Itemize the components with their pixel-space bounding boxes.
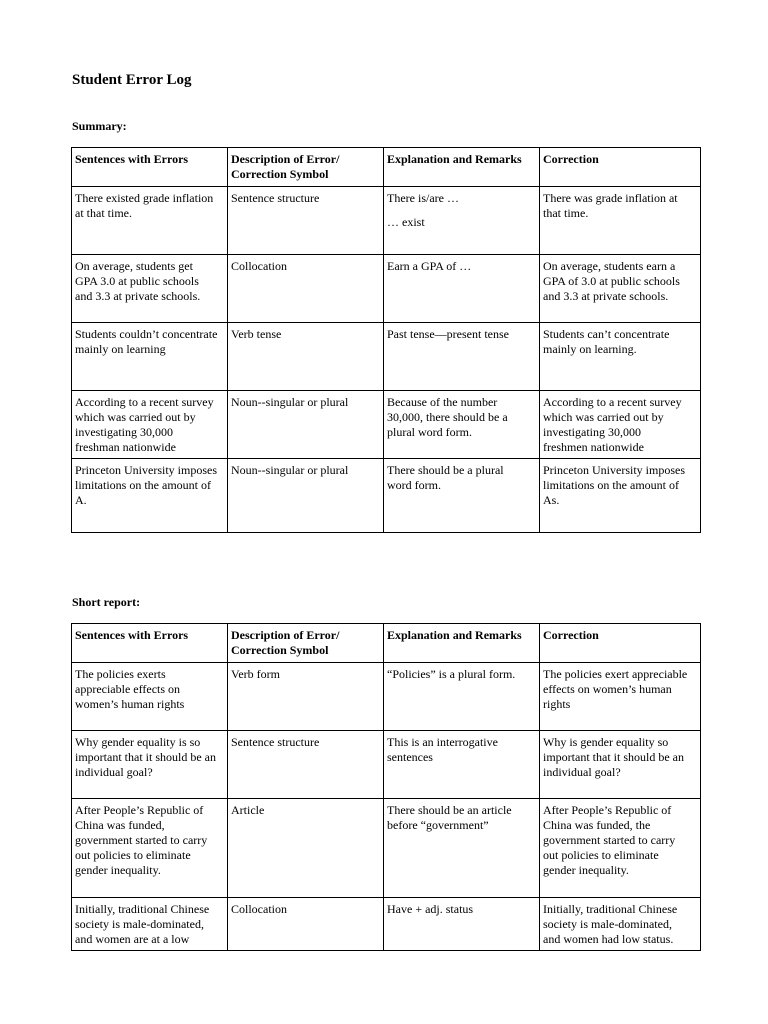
correction-cell: Princeton University imposes limitations on the amount of As. xyxy=(540,459,701,533)
sentence-cell: After People’s Republic of China was funded, government started to carry out policies to eliminate gender inequality. xyxy=(72,799,228,898)
table-row xyxy=(72,799,701,898)
correction-cell: After People’s Republic of China was funded, the government started to carry out policies to eliminate gender inequality. xyxy=(540,799,701,898)
explanation-cell: Earn a GPA of … xyxy=(384,255,540,323)
header-explanation: Explanation and Remarks xyxy=(384,148,540,187)
table-row xyxy=(72,323,701,391)
sentence-cell: Princeton University imposes limitations on the amount of A. xyxy=(72,459,228,533)
correction-cell: Initially, traditional Chinese society is male-dominated, and women had low status. xyxy=(540,898,701,951)
header-description: Description of Error/ Correction Symbol xyxy=(228,624,384,663)
short-report-table xyxy=(71,623,701,951)
short-report-label: Short report: xyxy=(72,595,141,609)
explanation-cell: Have + adj. status xyxy=(384,898,540,951)
description-cell: Verb tense xyxy=(228,323,384,391)
sentence-cell: On average, students get GPA 3.0 at public schools and 3.3 at private schools. xyxy=(72,255,228,323)
table-header-row xyxy=(72,624,701,663)
table-row xyxy=(72,255,701,323)
description-cell: Noun--singular or plural xyxy=(228,391,384,459)
description-cell: Collocation xyxy=(228,255,384,323)
header-description: Description of Error/ Correction Symbol xyxy=(228,148,384,187)
table-row xyxy=(72,663,701,731)
table-row xyxy=(72,459,701,533)
description-cell: Sentence structure xyxy=(228,731,384,799)
description-cell: Collocation xyxy=(228,898,384,951)
summary-label: Summary: xyxy=(72,119,127,133)
correction-cell: The policies exert appreciable effects on women’s human rights xyxy=(540,663,701,731)
explanation-cell: There should be a plural word form. xyxy=(384,459,540,533)
header-explanation: Explanation and Remarks xyxy=(384,624,540,663)
table-row xyxy=(72,898,701,951)
summary-table xyxy=(71,147,701,533)
document-title: Student Error Log xyxy=(72,72,192,88)
table-row xyxy=(72,391,701,459)
description-cell: Article xyxy=(228,799,384,898)
explanation-cell: This is an interrogative sentences xyxy=(384,731,540,799)
correction-cell: There was grade inflation at that time. xyxy=(540,187,701,255)
sentence-cell: Initially, traditional Chinese society is male-dominated, and women are at a low xyxy=(72,898,228,951)
sentence-cell: The policies exerts appreciable effects on women’s human rights xyxy=(72,663,228,731)
sentence-cell: According to a recent survey which was carried out by investigating 30,000 freshman nationwide xyxy=(72,391,228,459)
explanation-cell: “Policies” is a plural form. xyxy=(384,663,540,731)
header-sentences: Sentences with Errors xyxy=(72,148,228,187)
explanation-cell: Past tense—present tense xyxy=(384,323,540,391)
explanation-cell: There should be an article before “government” xyxy=(384,799,540,898)
table-header-row xyxy=(72,148,701,187)
explanation-cell: Because of the number 30,000, there should be a plural word form. xyxy=(384,391,540,459)
sentence-cell: Why gender equality is so important that it should be an individual goal? xyxy=(72,731,228,799)
correction-cell: According to a recent survey which was carried out by investigating 30,000 freshmen nationwide xyxy=(540,391,701,459)
header-correction: Correction xyxy=(540,148,701,187)
header-correction: Correction xyxy=(540,624,701,663)
table-row xyxy=(72,187,701,255)
description-cell: Noun--singular or plural xyxy=(228,459,384,533)
explanation-cell: There is/are … … exist xyxy=(384,187,540,255)
table-row xyxy=(72,731,701,799)
correction-cell: Why is gender equality so important that it should be an individual goal? xyxy=(540,731,701,799)
explanation-extra: … exist xyxy=(387,215,425,229)
description-cell: Verb form xyxy=(228,663,384,731)
header-sentences: Sentences with Errors xyxy=(72,624,228,663)
description-cell: Sentence structure xyxy=(228,187,384,255)
correction-cell: Students can’t concentrate mainly on learning. xyxy=(540,323,701,391)
sentence-cell: Students couldn’t concentrate mainly on learning xyxy=(72,323,228,391)
correction-cell: On average, students earn a GPA of 3.0 at public schools and 3.3 at private schools. xyxy=(540,255,701,323)
sentence-cell: There existed grade inflation at that time. xyxy=(72,187,228,255)
